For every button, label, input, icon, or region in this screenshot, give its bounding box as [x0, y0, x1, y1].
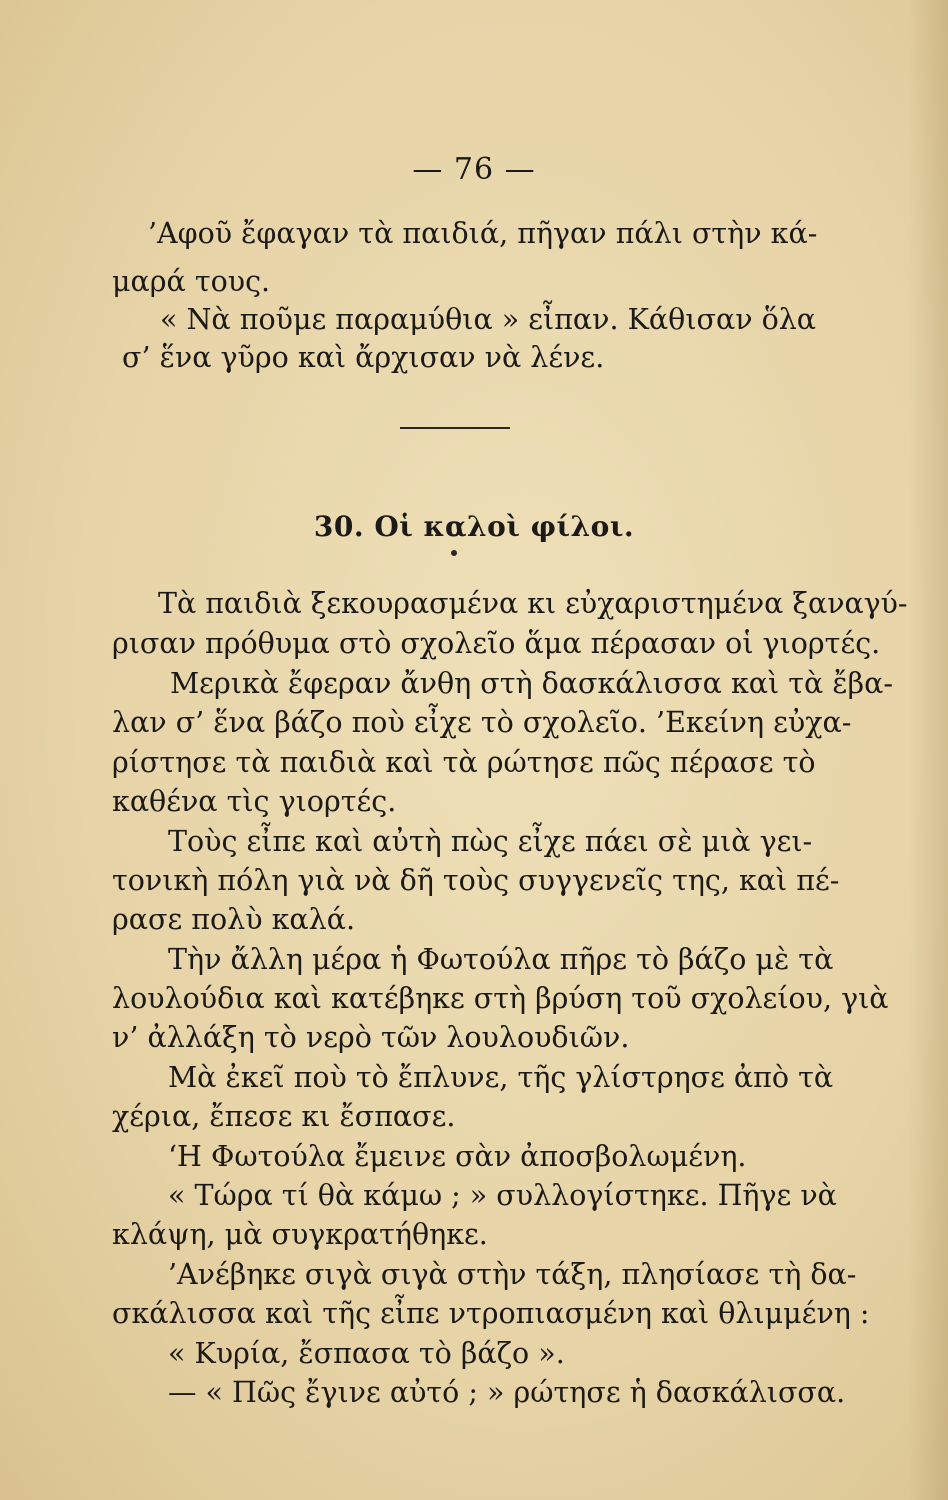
body-line-4: λαν σ’ ἕνα βάζο ποὺ εἶχε τὸ σχολεῖο. ’Εκείνη εὐχα- [112, 706, 852, 739]
body-line-5: ρίστησε τὰ παιδιὰ καὶ τὰ ρώτησε πῶς πέρασε τὸ [112, 746, 816, 779]
body-line-18: ’Ανέβηκε σιγὰ σιγὰ στὴν τάξη, πλησίασε τὴ δα- [168, 1258, 857, 1291]
decorative-dot [451, 550, 457, 556]
intro-line-3: « Νὰ ποῦμε παραμύθια » εἶπαν. Κάθισαν ὅλα [160, 303, 817, 336]
body-line-6: καθένα τὶς γιορτές. [112, 785, 397, 818]
body-line-17: κλάψη, μὰ συγκρατήθηκε. [112, 1218, 488, 1251]
intro-line-2: μαρά τους. [112, 265, 271, 298]
intro-line-1: ’Αφοῦ ἔφαγαν τὰ παιδιά, πῆγαν πάλι στὴν κά- [148, 217, 818, 250]
body-line-11: λουλούδια καὶ κατέβηκε στὴ βρύση τοῦ σχολείου, γιὰ [112, 982, 889, 1015]
intro-line-4: σ’ ἕνα γῦρο καὶ ἄρχισαν νὰ λένε. [122, 341, 605, 374]
body-line-3: Μερικὰ ἔφεραν ἄνθη στὴ δασκάλισσα καὶ τὰ ἔβα- [170, 667, 893, 700]
body-line-1: Τὰ παιδιὰ ξεκουρασμένα κι εὐχαριστημένα ξαναγύ- [158, 587, 908, 620]
chapter-title: 30. Οἱ καλοὶ φίλοι. [313, 510, 635, 543]
page-number: — 76 — [412, 152, 536, 187]
page-edge-shadow [908, 0, 948, 1500]
section-divider [400, 427, 510, 429]
body-line-16: « Τώρα τί θὰ κάμω ; » συλλογίστηκε. Πῆγε νὰ [168, 1179, 837, 1212]
body-line-14: χέρια, ἔπεσε κι ἔσπασε. [112, 1100, 456, 1133]
body-line-21: — « Πῶς ἔγινε αὐτό ; » ρώτησε ἡ δασκάλισσα. [168, 1376, 846, 1409]
body-line-20: « Κυρία, ἔσπασα τὸ βάζο ». [168, 1337, 565, 1370]
body-line-15: ‘Η Φωτούλα ἔμεινε σὰν ἀποσβολωμένη. [168, 1140, 747, 1173]
body-line-10: Τὴν ἄλλη μέρα ἡ Φωτούλα πῆρε τὸ βάζο μὲ τὰ [168, 943, 834, 976]
body-line-13: Μὰ ἐκεῖ ποὺ τὸ ἔπλυνε, τῆς γλίστρησε ἀπὸ τὰ [168, 1061, 834, 1094]
body-line-9: ρασε πολὺ καλά. [112, 903, 356, 936]
body-line-19: σκάλισσα καὶ τῆς εἶπε ντροπιασμένη καὶ θλιμμένη : [112, 1297, 870, 1330]
body-line-7: Τοὺς εἶπε καὶ αὐτὴ πὼς εἶχε πάει σὲ μιὰ γει- [168, 825, 813, 858]
body-line-2: ρισαν πρόθυμα στὸ σχολεῖο ἅμα πέρασαν οἱ γιορτές. [112, 627, 881, 660]
body-line-8: τονικὴ πόλη γιὰ νὰ δῆ τοὺς συγγενεῖς της, καὶ πέ- [112, 864, 840, 897]
body-line-12: ν’ ἀλλάξη τὸ νερὸ τῶν λουλουδιῶν. [112, 1021, 630, 1054]
